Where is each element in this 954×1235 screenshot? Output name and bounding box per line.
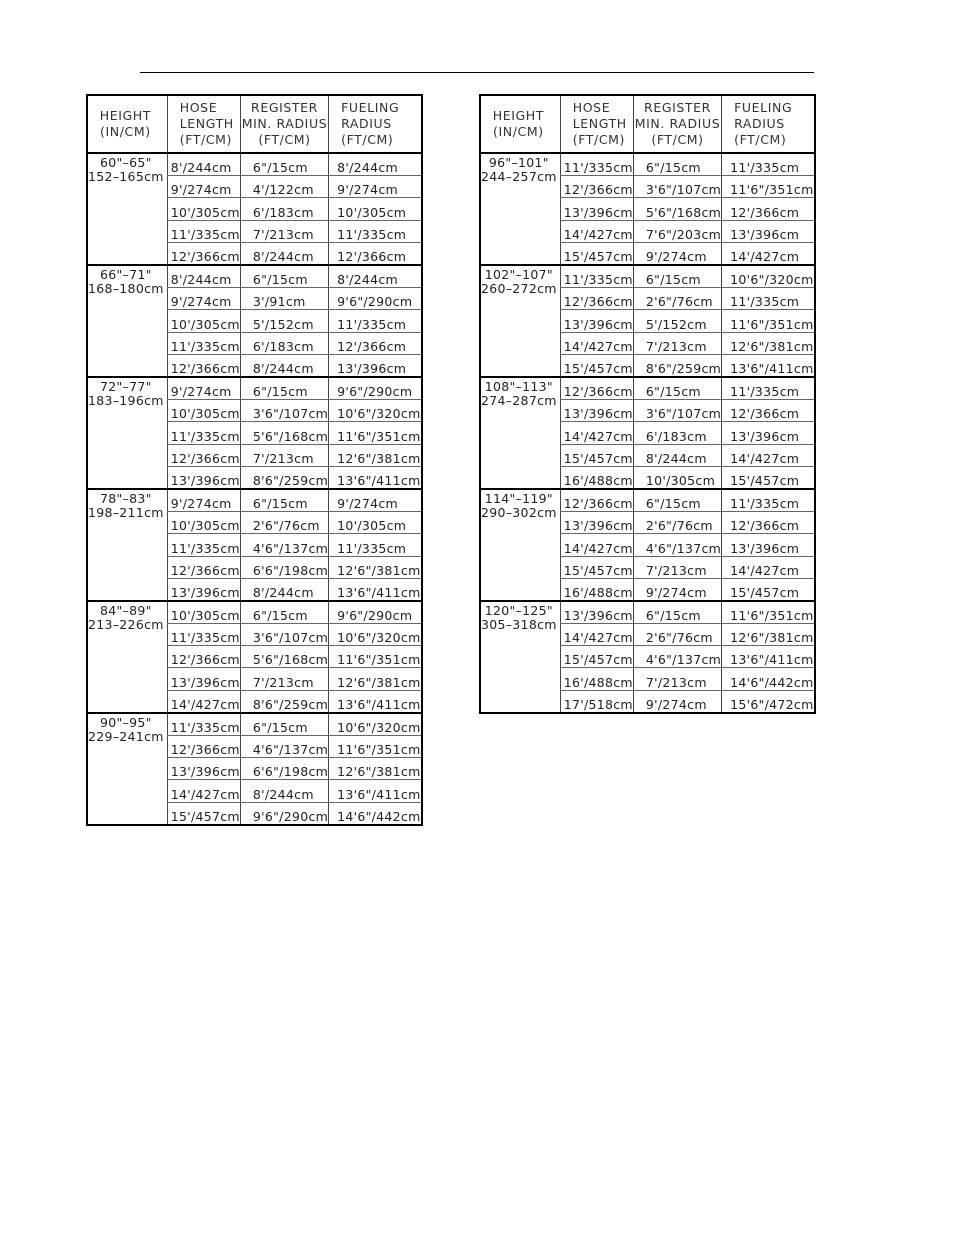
fueling-radius-cell: 10'/305cm <box>329 511 422 533</box>
register-min-radius-cell: 5'/152cm <box>633 310 721 332</box>
register-min-radius-cell: 6'/183cm <box>633 422 721 444</box>
fueling-radius-cell: 12'6"/381cm <box>722 623 815 645</box>
hose-length-cell: 10'/305cm <box>167 198 240 220</box>
hose-length-cell: 15'/457cm <box>167 802 240 824</box>
fueling-radius-cell: 12'/366cm <box>722 399 815 421</box>
hose-length-cell: 10'/305cm <box>167 511 240 533</box>
height-centimeters: 229–241cm <box>88 728 164 744</box>
hose-length-cell: 11'/335cm <box>560 153 633 175</box>
fueling-radius-cell: 12'6"/381cm <box>329 556 422 578</box>
hose-length-cell: 12'/366cm <box>560 287 633 309</box>
fueling-radius-cell: 11'/335cm <box>329 220 422 242</box>
height-centimeters: 152–165cm <box>88 169 164 184</box>
header-height: HEIGHT (IN/CM) <box>87 95 167 153</box>
register-min-radius-cell: 8'/244cm <box>240 243 328 265</box>
fueling-radius-cell: 15'6"/472cm <box>722 690 815 712</box>
hose-length-cell: 13'/396cm <box>560 310 633 332</box>
fueling-radius-cell: 10'6"/320cm <box>722 265 815 287</box>
fueling-radius-cell: 11'/335cm <box>722 153 815 175</box>
register-min-radius-cell: 4'6"/137cm <box>633 646 721 668</box>
register-min-radius-cell: 3'6"/107cm <box>633 175 721 197</box>
fueling-radius-cell: 11'6"/351cm <box>329 422 422 444</box>
height-inches: 108"–113" <box>484 378 553 394</box>
header-register-min-radius: REGISTER MIN. RADIUS (FT/CM) <box>633 95 721 153</box>
height-centimeters: 260–272cm <box>481 280 557 296</box>
header-height: HEIGHT (IN/CM) <box>480 95 560 153</box>
hose-length-cell: 9'/274cm <box>167 175 240 197</box>
hose-length-cell: 15'/457cm <box>560 243 633 265</box>
height-centimeters: 274–287cm <box>481 392 557 408</box>
register-min-radius-cell: 7'/213cm <box>633 668 721 690</box>
height-range-cell <box>87 265 167 377</box>
hose-length-cell: 10'/305cm <box>167 601 240 623</box>
hose-length-cell: 13'/396cm <box>560 198 633 220</box>
fueling-radius-cell: 8'/244cm <box>329 265 422 287</box>
height-inches: 66"–71" <box>100 266 152 282</box>
fueling-radius-cell: 14'/427cm <box>722 556 815 578</box>
register-min-radius-cell: 6'/183cm <box>240 332 328 354</box>
hose-length-cell: 10'/305cm <box>167 310 240 332</box>
register-min-radius-cell: 6'6"/198cm <box>240 556 328 578</box>
hose-length-cell: 12'/366cm <box>167 735 240 757</box>
height-inches: 102"–107" <box>484 266 553 282</box>
height-inches: 90"–95" <box>100 714 152 730</box>
fueling-radius-cell: 11'6"/351cm <box>722 175 815 197</box>
hose-length-cell: 14'/427cm <box>560 220 633 242</box>
fueling-radius-cell: 9'6"/290cm <box>329 287 422 309</box>
fueling-radius-cell: 10'6"/320cm <box>329 399 422 421</box>
fueling-radius-cell: 11'6"/351cm <box>722 601 815 623</box>
fueling-radius-cell: 14'6"/442cm <box>329 802 422 824</box>
register-min-radius-cell: 6"/15cm <box>240 713 328 735</box>
fueling-radius-cell: 13'6"/411cm <box>329 466 422 488</box>
fueling-radius-cell: 9'/274cm <box>329 175 422 197</box>
fueling-radius-cell: 13'/396cm <box>722 534 815 556</box>
height-centimeters: 244–257cm <box>481 169 557 184</box>
fueling-radius-cell: 11'/335cm <box>329 534 422 556</box>
register-min-radius-cell: 6"/15cm <box>240 153 328 175</box>
table-row <box>480 601 815 623</box>
fueling-radius-cell: 10'6"/320cm <box>329 713 422 735</box>
hose-length-cell: 12'/366cm <box>167 444 240 466</box>
hose-length-cell: 11'/335cm <box>167 220 240 242</box>
fueling-radius-cell: 11'/335cm <box>722 489 815 511</box>
register-min-radius-cell: 4'/122cm <box>240 175 328 197</box>
table-row <box>480 377 815 399</box>
hose-length-cell: 13'/396cm <box>167 668 240 690</box>
height-range-cell <box>87 377 167 489</box>
hose-length-cell: 8'/244cm <box>167 265 240 287</box>
hose-length-cell: 14'/427cm <box>167 690 240 712</box>
register-min-radius-cell: 6'6"/198cm <box>240 758 328 780</box>
register-min-radius-cell: 2'6"/76cm <box>240 511 328 533</box>
register-min-radius-cell: 3'6"/107cm <box>240 399 328 421</box>
fueling-radius-cell: 13'/396cm <box>722 422 815 444</box>
hose-length-cell: 9'/274cm <box>167 489 240 511</box>
register-min-radius-cell: 9'/274cm <box>633 578 721 600</box>
height-inches: 72"–77" <box>100 378 152 394</box>
height-inches: 84"–89" <box>100 602 152 618</box>
header-fueling-radius: FUELING RADIUS (FT/CM) <box>329 95 422 153</box>
height-centimeters: 198–211cm <box>88 504 164 520</box>
register-min-radius-cell: 6"/15cm <box>633 153 721 175</box>
height-range-cell <box>480 377 560 489</box>
hose-length-cell: 10'/305cm <box>167 399 240 421</box>
table-row <box>480 489 815 511</box>
fueling-radius-cell: 10'6"/320cm <box>329 623 422 645</box>
fueling-radius-cell: 14'/427cm <box>722 243 815 265</box>
fueling-radius-cell: 13'6"/411cm <box>722 355 815 377</box>
hose-length-cell: 12'/366cm <box>167 243 240 265</box>
height-range-cell <box>87 601 167 713</box>
hose-length-cell: 12'/366cm <box>560 489 633 511</box>
table-row <box>480 153 815 175</box>
register-min-radius-cell: 7'/213cm <box>240 220 328 242</box>
fueling-radius-cell: 13'6"/411cm <box>722 646 815 668</box>
hose-length-cell: 15'/457cm <box>560 444 633 466</box>
hose-length-cell: 16'/488cm <box>560 466 633 488</box>
height-inches: 114"–119" <box>484 490 553 506</box>
register-min-radius-cell: 5'6"/168cm <box>240 646 328 668</box>
hose-length-cell: 14'/427cm <box>560 332 633 354</box>
register-min-radius-cell: 4'6"/137cm <box>633 534 721 556</box>
register-min-radius-cell: 2'6"/76cm <box>633 287 721 309</box>
fueling-radius-cell: 13'6"/411cm <box>329 578 422 600</box>
fueling-radius-cell: 12'/366cm <box>329 332 422 354</box>
hose-length-cell: 16'/488cm <box>560 668 633 690</box>
register-min-radius-cell: 6"/15cm <box>633 377 721 399</box>
hose-length-cell: 13'/396cm <box>167 578 240 600</box>
fueling-radius-cell: 12'6"/381cm <box>329 444 422 466</box>
fueling-radius-cell: 15'/457cm <box>722 466 815 488</box>
register-min-radius-cell: 7'/213cm <box>240 668 328 690</box>
register-min-radius-cell: 8'6"/259cm <box>240 690 328 712</box>
register-min-radius-cell: 9'6"/290cm <box>240 802 328 824</box>
register-min-radius-cell: 6"/15cm <box>633 601 721 623</box>
header-fueling-radius: FUELING RADIUS (FT/CM) <box>722 95 815 153</box>
register-min-radius-cell: 3'/91cm <box>240 287 328 309</box>
hose-length-cell: 14'/427cm <box>560 623 633 645</box>
hose-length-cell: 11'/335cm <box>167 534 240 556</box>
register-min-radius-cell: 7'/213cm <box>240 444 328 466</box>
register-min-radius-cell: 2'6"/76cm <box>633 511 721 533</box>
hose-length-cell: 12'/366cm <box>560 377 633 399</box>
hose-length-cell: 11'/335cm <box>167 422 240 444</box>
hose-length-cell: 14'/427cm <box>560 534 633 556</box>
fueling-radius-cell: 8'/244cm <box>329 153 422 175</box>
fueling-radius-cell: 12'/366cm <box>722 198 815 220</box>
height-inches: 120"–125" <box>484 602 553 618</box>
height-range-cell <box>87 489 167 601</box>
fueling-radius-cell: 12'6"/381cm <box>722 332 815 354</box>
register-min-radius-cell: 6"/15cm <box>240 601 328 623</box>
register-min-radius-cell: 6"/15cm <box>240 489 328 511</box>
register-min-radius-cell: 6"/15cm <box>240 377 328 399</box>
header-row <box>480 95 815 153</box>
hose-length-cell: 11'/335cm <box>560 265 633 287</box>
fueling-radius-cell: 9'/274cm <box>329 489 422 511</box>
register-min-radius-cell: 7'6"/203cm <box>633 220 721 242</box>
fueling-radius-cell: 13'6"/411cm <box>329 690 422 712</box>
height-inches: 96"–101" <box>488 155 549 170</box>
fueling-radius-cell: 13'/396cm <box>329 355 422 377</box>
fueling-radius-cell: 9'6"/290cm <box>329 601 422 623</box>
register-min-radius-cell: 5'6"/168cm <box>240 422 328 444</box>
hose-length-cell: 9'/274cm <box>167 377 240 399</box>
hose-length-cell: 9'/274cm <box>167 287 240 309</box>
register-min-radius-cell: 5'/152cm <box>240 310 328 332</box>
fueling-radius-cell: 11'/335cm <box>329 310 422 332</box>
hose-length-cell: 11'/335cm <box>167 713 240 735</box>
header-hose-length: HOSE LENGTH (FT/CM) <box>167 95 240 153</box>
hose-length-cell: 16'/488cm <box>560 578 633 600</box>
table-row <box>87 153 422 175</box>
hose-length-cell: 11'/335cm <box>167 332 240 354</box>
register-min-radius-cell: 8'6"/259cm <box>240 466 328 488</box>
fueling-radius-cell: 13'6"/411cm <box>329 780 422 802</box>
header-register-min-radius: REGISTER MIN. RADIUS (FT/CM) <box>240 95 328 153</box>
height-range-cell <box>87 713 167 825</box>
hose-length-cell: 15'/457cm <box>560 355 633 377</box>
register-min-radius-cell: 3'6"/107cm <box>240 623 328 645</box>
table-right-half <box>479 94 816 714</box>
height-centimeters: 305–318cm <box>481 616 557 632</box>
height-centimeters: 290–302cm <box>481 504 557 520</box>
register-min-radius-cell: 9'/274cm <box>633 690 721 712</box>
register-min-radius-cell: 9'/274cm <box>633 243 721 265</box>
header-hose-length: HOSE LENGTH (FT/CM) <box>560 95 633 153</box>
hose-length-cell: 8'/244cm <box>167 153 240 175</box>
fueling-radius-cell: 11'6"/351cm <box>329 735 422 757</box>
fueling-radius-cell: 14'/427cm <box>722 444 815 466</box>
register-min-radius-cell: 4'6"/137cm <box>240 534 328 556</box>
fueling-radius-cell: 13'/396cm <box>722 220 815 242</box>
register-min-radius-cell: 5'6"/168cm <box>633 198 721 220</box>
register-min-radius-cell: 4'6"/137cm <box>240 735 328 757</box>
height-inches: 78"–83" <box>100 490 152 506</box>
register-min-radius-cell: 2'6"/76cm <box>633 623 721 645</box>
hose-length-cell: 12'/366cm <box>167 355 240 377</box>
fueling-radius-cell: 15'/457cm <box>722 578 815 600</box>
table-row <box>87 377 422 399</box>
register-min-radius-cell: 7'/213cm <box>633 556 721 578</box>
table-row <box>87 489 422 511</box>
hose-length-cell: 14'/427cm <box>560 422 633 444</box>
height-range-cell <box>480 265 560 377</box>
register-min-radius-cell: 7'/213cm <box>633 332 721 354</box>
hose-length-cell: 17'/518cm <box>560 690 633 712</box>
table-row <box>87 713 422 735</box>
fueling-radius-cell: 11'6"/351cm <box>329 646 422 668</box>
height-range-cell <box>480 489 560 601</box>
hose-length-cell: 13'/396cm <box>560 601 633 623</box>
register-min-radius-cell: 8'/244cm <box>240 355 328 377</box>
height-inches: 60"–65" <box>100 155 152 170</box>
table-row <box>87 601 422 623</box>
table-row <box>87 265 422 287</box>
hose-length-cell: 15'/457cm <box>560 646 633 668</box>
register-min-radius-cell: 8'/244cm <box>633 444 721 466</box>
register-min-radius-cell: 8'/244cm <box>240 780 328 802</box>
height-centimeters: 168–180cm <box>88 280 164 296</box>
top-rule <box>140 72 814 73</box>
register-min-radius-cell: 6'/183cm <box>240 198 328 220</box>
fueling-radius-cell: 9'6"/290cm <box>329 377 422 399</box>
fueling-radius-cell: 11'/335cm <box>722 287 815 309</box>
hose-length-cell: 12'/366cm <box>560 175 633 197</box>
fueling-radius-cell: 12'6"/381cm <box>329 668 422 690</box>
height-centimeters: 213–226cm <box>88 616 164 632</box>
fueling-radius-cell: 12'6"/381cm <box>329 758 422 780</box>
hose-length-cell: 14'/427cm <box>167 780 240 802</box>
register-min-radius-cell: 8'6"/259cm <box>633 355 721 377</box>
hose-length-cell: 11'/335cm <box>167 623 240 645</box>
hose-length-cell: 12'/366cm <box>167 646 240 668</box>
height-range-cell <box>480 153 560 265</box>
hose-length-cell: 13'/396cm <box>560 399 633 421</box>
register-min-radius-cell: 10'/305cm <box>633 466 721 488</box>
height-range-cell <box>480 601 560 713</box>
hose-length-cell: 15'/457cm <box>560 556 633 578</box>
fueling-radius-cell: 11'/335cm <box>722 377 815 399</box>
hose-length-cell: 13'/396cm <box>167 758 240 780</box>
height-centimeters: 183–196cm <box>88 392 164 408</box>
register-min-radius-cell: 6"/15cm <box>633 265 721 287</box>
register-min-radius-cell: 8'/244cm <box>240 578 328 600</box>
register-min-radius-cell: 6"/15cm <box>633 489 721 511</box>
fueling-radius-cell: 14'6"/442cm <box>722 668 815 690</box>
fueling-radius-cell: 12'/366cm <box>722 511 815 533</box>
register-min-radius-cell: 3'6"/107cm <box>633 399 721 421</box>
hose-length-cell: 13'/396cm <box>560 511 633 533</box>
hose-length-cell: 12'/366cm <box>167 556 240 578</box>
height-range-cell <box>87 153 167 265</box>
fueling-radius-cell: 11'6"/351cm <box>722 310 815 332</box>
hose-length-cell: 13'/396cm <box>167 466 240 488</box>
table-left-half <box>86 94 423 826</box>
register-min-radius-cell: 6"/15cm <box>240 265 328 287</box>
table-row <box>480 265 815 287</box>
header-row <box>87 95 422 153</box>
fueling-radius-cell: 10'/305cm <box>329 198 422 220</box>
fueling-radius-cell: 12'/366cm <box>329 243 422 265</box>
